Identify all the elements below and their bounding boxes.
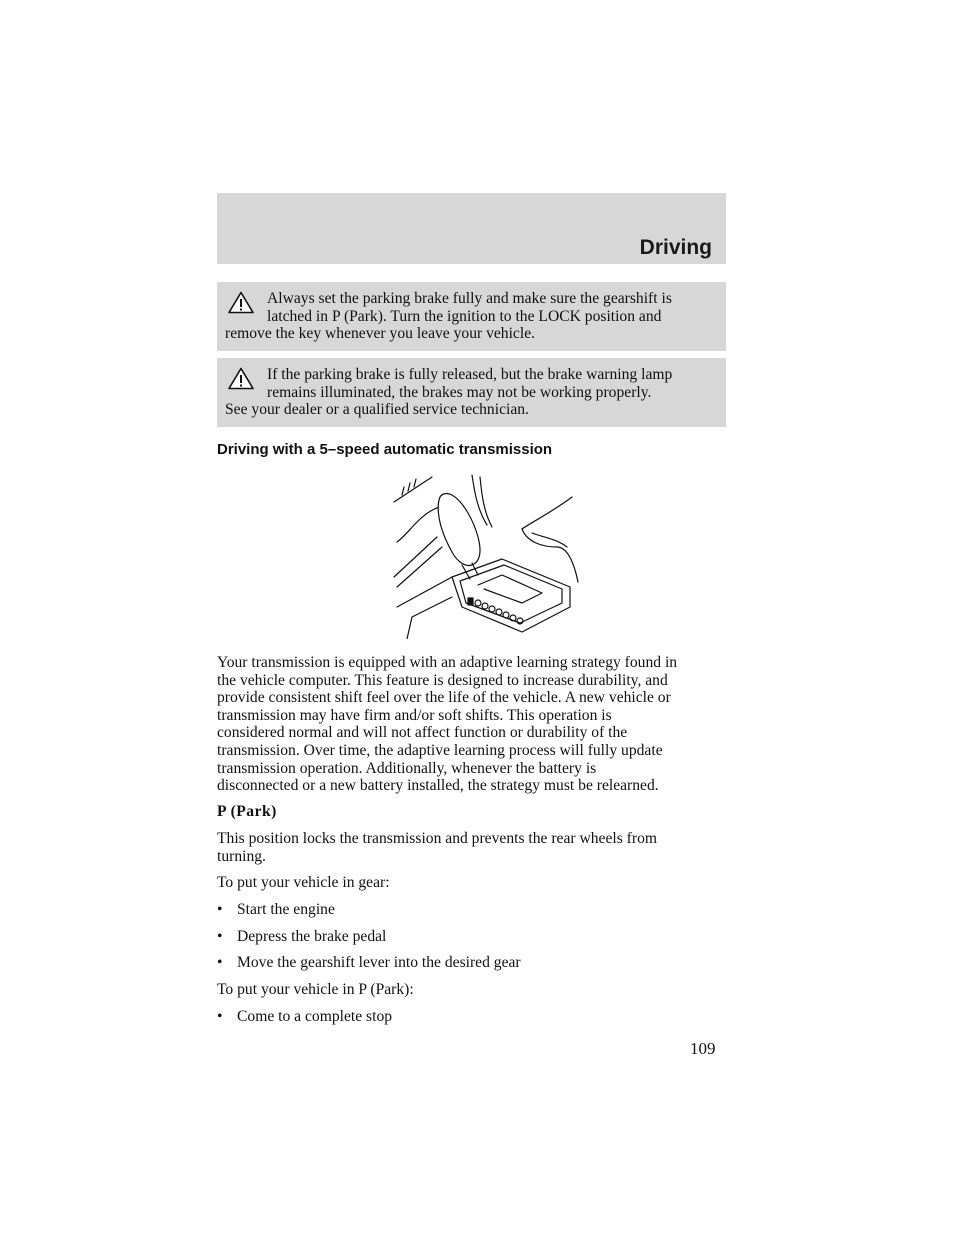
bullet: • bbox=[217, 928, 223, 945]
list-item bbox=[217, 901, 335, 919]
paragraph-line: Your transmission is equipped with an adaptive learning strategy found in bbox=[217, 654, 678, 671]
paragraph-line: transmission operation. Additionally, whenever the battery is bbox=[217, 759, 597, 777]
warning-triangle-icon bbox=[228, 367, 254, 390]
warning-triangle-icon bbox=[228, 291, 254, 314]
warning-text-line: latched in P (Park). Turn the ignition to the LOCK position and bbox=[267, 307, 662, 325]
bullet: • bbox=[217, 1008, 223, 1025]
list-item-text: Come to a complete stop bbox=[237, 1008, 393, 1025]
warning-box-brake-lamp bbox=[217, 358, 726, 427]
paragraph-line: the vehicle computer. This feature is designed to increase durability, and bbox=[217, 671, 668, 689]
list-item-text: Move the gearshift lever into the desired gear bbox=[237, 954, 521, 971]
park-description bbox=[217, 830, 737, 865]
warning-text-line: If the parking brake is fully released, but the brake warning lamp bbox=[267, 366, 673, 383]
paragraph-line: turning. bbox=[217, 847, 266, 865]
park-intro: To put your vehicle in P (Park): bbox=[217, 981, 414, 998]
warning-text-line: remove the key whenever you leave your vehicle. bbox=[225, 325, 536, 343]
section-heading: Driving with a 5–speed automatic transmission bbox=[217, 441, 553, 458]
list-item-text: Start the engine bbox=[237, 901, 335, 918]
paragraph-line: considered normal and will not affect function or durability of the bbox=[217, 724, 628, 742]
chapter-header bbox=[217, 193, 726, 264]
chapter-title: Driving bbox=[639, 236, 712, 259]
bullet: • bbox=[217, 954, 223, 971]
paragraph-line: disconnected or a new battery installed, the strategy must be relearned. bbox=[217, 777, 659, 795]
bullet: • bbox=[217, 901, 223, 918]
paragraph-line: transmission may have firm and/or soft shifts. This operation is bbox=[217, 706, 612, 724]
transmission-description bbox=[217, 654, 737, 795]
warning-text-line: Always set the parking brake fully and make sure the gearshift is bbox=[267, 290, 672, 307]
warning-text-line: See your dealer or a qualified service technician. bbox=[225, 401, 529, 419]
park-heading: P (Park) bbox=[217, 803, 277, 820]
list-item bbox=[217, 954, 521, 972]
page-number: 109 bbox=[690, 1039, 716, 1058]
paragraph-line: This position locks the transmission and prevents the rear wheels from bbox=[217, 830, 657, 847]
list-item bbox=[217, 928, 386, 946]
paragraph-line: provide consistent shift feel over the life of the vehicle. A new vehicle or bbox=[217, 689, 671, 707]
warning-box-parking-brake bbox=[217, 282, 726, 351]
list-item-text: Depress the brake pedal bbox=[237, 928, 387, 945]
list-item bbox=[217, 1008, 392, 1026]
warning-text-line: remains illuminated, the brakes may not be working properly. bbox=[267, 383, 652, 401]
gearshift-illustration bbox=[392, 467, 582, 639]
paragraph-line: transmission. Over time, the adaptive learning process will fully update bbox=[217, 741, 663, 759]
gear-intro: To put your vehicle in gear: bbox=[217, 874, 390, 891]
